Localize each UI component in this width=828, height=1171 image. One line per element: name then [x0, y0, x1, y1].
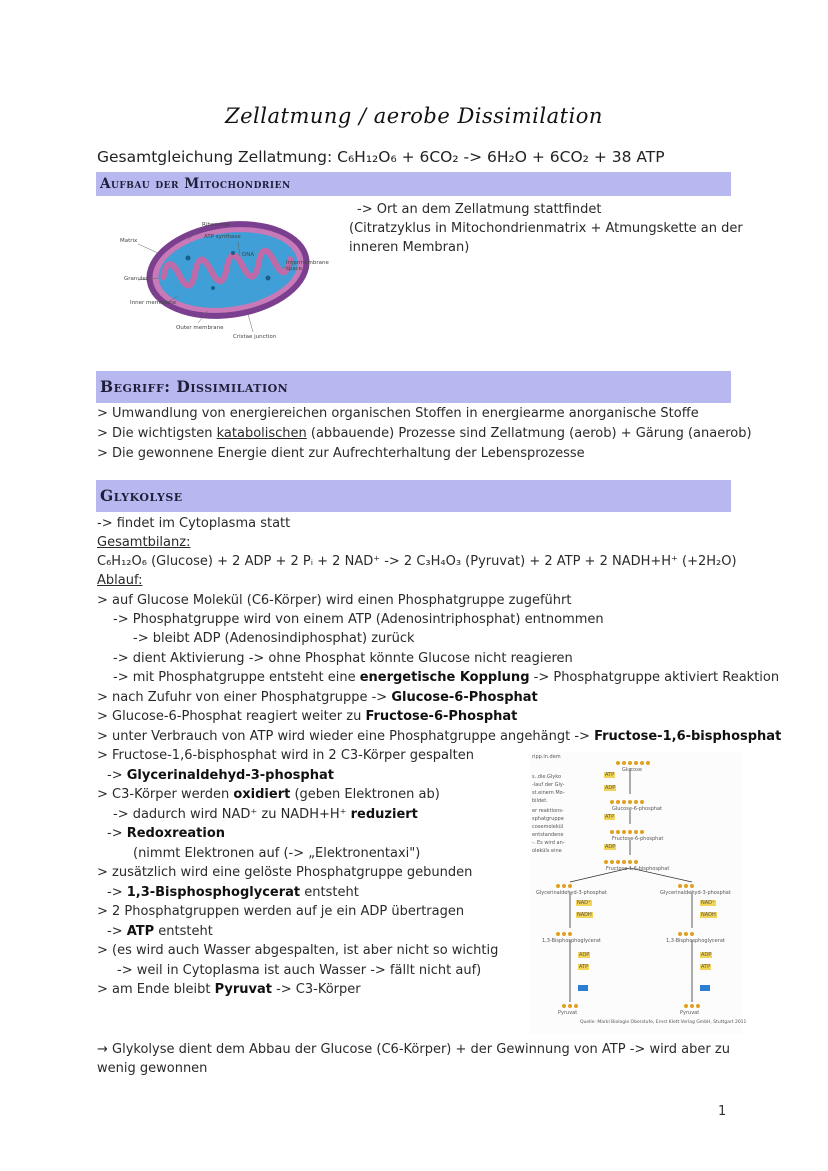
glycolysis-line: -> dient Aktivierung -> ohne Phosphat könnte Glucose nicht reagieren — [113, 651, 573, 666]
text: -> mit Phosphatgruppe entsteht eine — [113, 670, 360, 685]
side-text: er reaktions- — [532, 808, 564, 814]
glycolysis-line: > 2 Phosphatgruppen werden auf je ein ADP übertragen — [97, 904, 465, 919]
glycolysis-line: -> Phosphatgruppe wird von einem ATP (Adenosintriphosphat) entnommen — [113, 612, 604, 627]
heading-glycolysis: Glykolyse — [96, 480, 731, 512]
mitochondrion-diagram — [118, 208, 333, 348]
adp-chip: ADP — [605, 844, 616, 850]
label-outer-membrane: Outer membrane — [176, 325, 224, 331]
pathway-label: Fructose-6-phosphat — [612, 836, 664, 842]
glycolysis-line: > (es wird auch Wasser abgespalten, ist aber nicht so wichtig — [97, 943, 499, 958]
glycolysis-line — [107, 922, 213, 941]
adp-chip: ADP — [605, 785, 616, 791]
conclusion-text: Glykolyse dient dem Abbau der Glucose (C6-Körper) + der Gewinnung von ATP -> wird aber zu wenig gewonnen — [97, 1042, 730, 1076]
info-line: (Citratzyklus in Mitochondrienmatrix + Atmungskette an der — [349, 221, 743, 236]
text: > am Ende bleibt — [97, 982, 215, 997]
text-bold: Pyruvat — [214, 982, 272, 997]
text-bold: Fructose-6-Phosphat — [365, 709, 518, 724]
atp-chip: ATP — [579, 964, 589, 970]
pathway-label: 1,3-Bisphosphoglycerat — [666, 938, 725, 944]
mitochondrion-illustration — [118, 208, 333, 348]
text: -> — [107, 924, 127, 939]
heading-dissimilation: Begriff: Dissimilation — [96, 371, 731, 403]
glycolysis-subheading: Gesamtbilanz: — [97, 535, 191, 550]
text-bold: Glucose-6-Phosphat — [391, 690, 538, 705]
label-atp-synthase: ATP synthase — [204, 234, 241, 240]
glycolysis-line: > zusätzlich wird eine gelöste Phosphatgruppe gebunden — [97, 865, 473, 880]
dissimilation-line: > Umwandlung von energiereichen organischen Stoffen in energiearme anorganische Stoffe — [97, 406, 699, 421]
text-bold: Glycerinaldehyd-3-phosphat — [126, 768, 334, 783]
text: entsteht — [154, 924, 213, 939]
side-text: st.einem Mo- — [532, 790, 565, 796]
glycolysis-line — [97, 785, 440, 804]
side-text: cosemolekül — [532, 824, 564, 830]
side-text: -lauf der Gly- — [532, 782, 565, 788]
text-bold: oxidiert — [233, 787, 291, 802]
text: > Die wichtigsten — [97, 426, 217, 441]
text: (abbauende) Prozesse sind Zellatmung (aerob) + Gärung (anaerob) — [306, 426, 752, 441]
pathway-label: Glycerinaldehyd-3-phosphat — [660, 890, 731, 896]
dissimilation-line — [97, 424, 752, 443]
text-bold: Fructose-1,6-bisphosphat — [594, 729, 782, 744]
glycolysis-line: -> findet im Cytoplasma statt — [97, 516, 291, 531]
dissimilation-line: > Die gewonnene Energie dient zur Aufrechterhaltung der Lebensprozesse — [97, 446, 585, 461]
info-line: -> Ort an dem Zellatmung stattfindet — [357, 202, 602, 217]
text: > C3-Körper werden — [97, 787, 234, 802]
text: -> — [107, 826, 127, 841]
pathway-label: Fructose-1,6-bisphosphat — [606, 866, 670, 872]
label-dna: DNA — [242, 252, 255, 258]
glycolysis-line: -> weil in Cytoplasma ist auch Wasser -> fällt nicht auf) — [117, 963, 482, 978]
text-bold: 1,3-Bisphosphoglycerat — [126, 885, 301, 900]
label-matrix: Matrix — [120, 238, 138, 244]
adp-chip: ADP — [701, 952, 712, 958]
side-text: s..die.Glyko — [532, 774, 562, 780]
glycolysis-line: > auf Glucose Molekül (C6-Körper) wird einen Phosphatgruppe zugeführt — [97, 593, 572, 608]
page-number: 1 — [718, 1104, 727, 1119]
glycolysis-balance-equation: C₆H₁₂O₆ (Glucose) + 2 ADP + 2 Pᵢ + 2 NAD⁺ -> 2 C₃H₄O₃ (Pyruvat) + 2 ATP + 2 NADH+H⁺ (+2H₂O) — [97, 554, 737, 569]
glycolysis-pathway-figure — [530, 752, 747, 1034]
text: (geben Elektronen ab) — [290, 787, 440, 802]
text-underlined: katabolischen — [216, 426, 307, 441]
adp-chip: ADP — [579, 952, 590, 958]
glycolysis-line — [97, 707, 517, 726]
glycolysis-line: > Fructose-1,6-bisphosphat wird in 2 C3-Körper gespalten — [97, 748, 474, 763]
text: > nach Zufuhr von einer Phosphatgruppe -> — [97, 690, 392, 705]
label-inner-membrane: Inner membrane — [130, 300, 177, 306]
glycolysis-line — [107, 766, 334, 785]
page-title: Zellatmung / aerobe Dissimilation — [225, 104, 603, 128]
pathway-label: Pyruvat — [680, 1010, 700, 1016]
text: -> Phosphatgruppe aktiviert Reaktion — [529, 670, 780, 685]
arrow-icon: → — [97, 1042, 108, 1057]
side-text: bildet. — [532, 798, 548, 804]
text: > Glucose-6-Phosphat reagiert weiter zu — [97, 709, 366, 724]
text: -> dadurch wird NAD⁺ zu NADH+H⁺ — [113, 807, 351, 822]
text: -> C3-Körper — [271, 982, 361, 997]
label-cristae-junction: Cristae junction — [233, 334, 277, 340]
heading-mitochondria: Aufbau der Mitochondrien — [96, 172, 731, 196]
glycolysis-subheading: Ablauf: — [97, 573, 143, 588]
info-line: inneren Membran) — [349, 240, 470, 255]
pathway-label: Glucose-6-phosphat — [612, 806, 663, 812]
glycolysis-line — [97, 980, 361, 999]
atp-chip: ATP — [605, 814, 615, 820]
glycolysis-line — [113, 668, 779, 687]
atp-chip: ATP — [605, 772, 615, 778]
label-intermembrane-space: Intermembrane space — [286, 260, 329, 272]
glycolysis-line — [113, 805, 418, 824]
text-bold: reduziert — [350, 807, 418, 822]
text-bold: Redoxreation — [126, 826, 226, 841]
text: -> — [107, 768, 127, 783]
side-text: oleküls eine — [532, 848, 562, 854]
text-bold: ATP — [126, 924, 155, 939]
text-bold: energetische Kopplung — [359, 670, 530, 685]
pathway-label: 1,3-Bisphosphoglycerat — [542, 938, 601, 944]
glycolysis-line: -> bleibt ADP (Adenosindiphosphat) zurück — [133, 631, 415, 646]
atp-chip: ATP — [701, 964, 711, 970]
figure-source: Quelle: Markl Biologie Oberstufe, Ernst Klett Verlag GmbH, Stuttgart 2011 — [580, 1020, 747, 1025]
glycolysis-line: (nimmt Elektronen auf (-> „Elektronentaxi") — [133, 846, 421, 861]
nad-chip: NAD⁺ — [577, 900, 591, 906]
mitochondria-info — [349, 200, 743, 257]
side-text: entstandene — [532, 832, 564, 838]
overall-equation: Gesamtgleichung Zellatmung: C₆H₁₂O₆ + 6CO₂ -> 6H₂O + 6CO₂ + 38 ATP — [97, 148, 665, 166]
label-granules: Granules — [124, 276, 149, 282]
nad-chip: NAD⁺ — [701, 900, 715, 906]
nadh-chip: NADH — [577, 912, 592, 918]
glycolysis-line — [97, 727, 781, 746]
glycolysis-line — [97, 688, 538, 707]
pathway-label: Pyruvat — [558, 1010, 578, 1016]
text: -> — [107, 885, 127, 900]
side-text: sphatgruppe — [532, 816, 564, 822]
pathway-label: Glycerinaldehyd-3-phosphat — [536, 890, 607, 896]
side-text: ripp.in.dem — [532, 754, 561, 760]
nadh-chip: NADH — [701, 912, 716, 918]
pathway-label: Glucose — [622, 767, 642, 773]
glycolysis-conclusion — [97, 1040, 737, 1078]
text: > unter Verbrauch von ATP wird wieder eine Phosphatgruppe angehängt -> — [97, 729, 595, 744]
text: entsteht — [300, 885, 359, 900]
glycolysis-line — [107, 824, 225, 843]
glycolysis-line — [107, 883, 359, 902]
side-text: -. Es wird an- — [532, 840, 565, 846]
label-ribosome: Ribosome — [202, 222, 230, 228]
